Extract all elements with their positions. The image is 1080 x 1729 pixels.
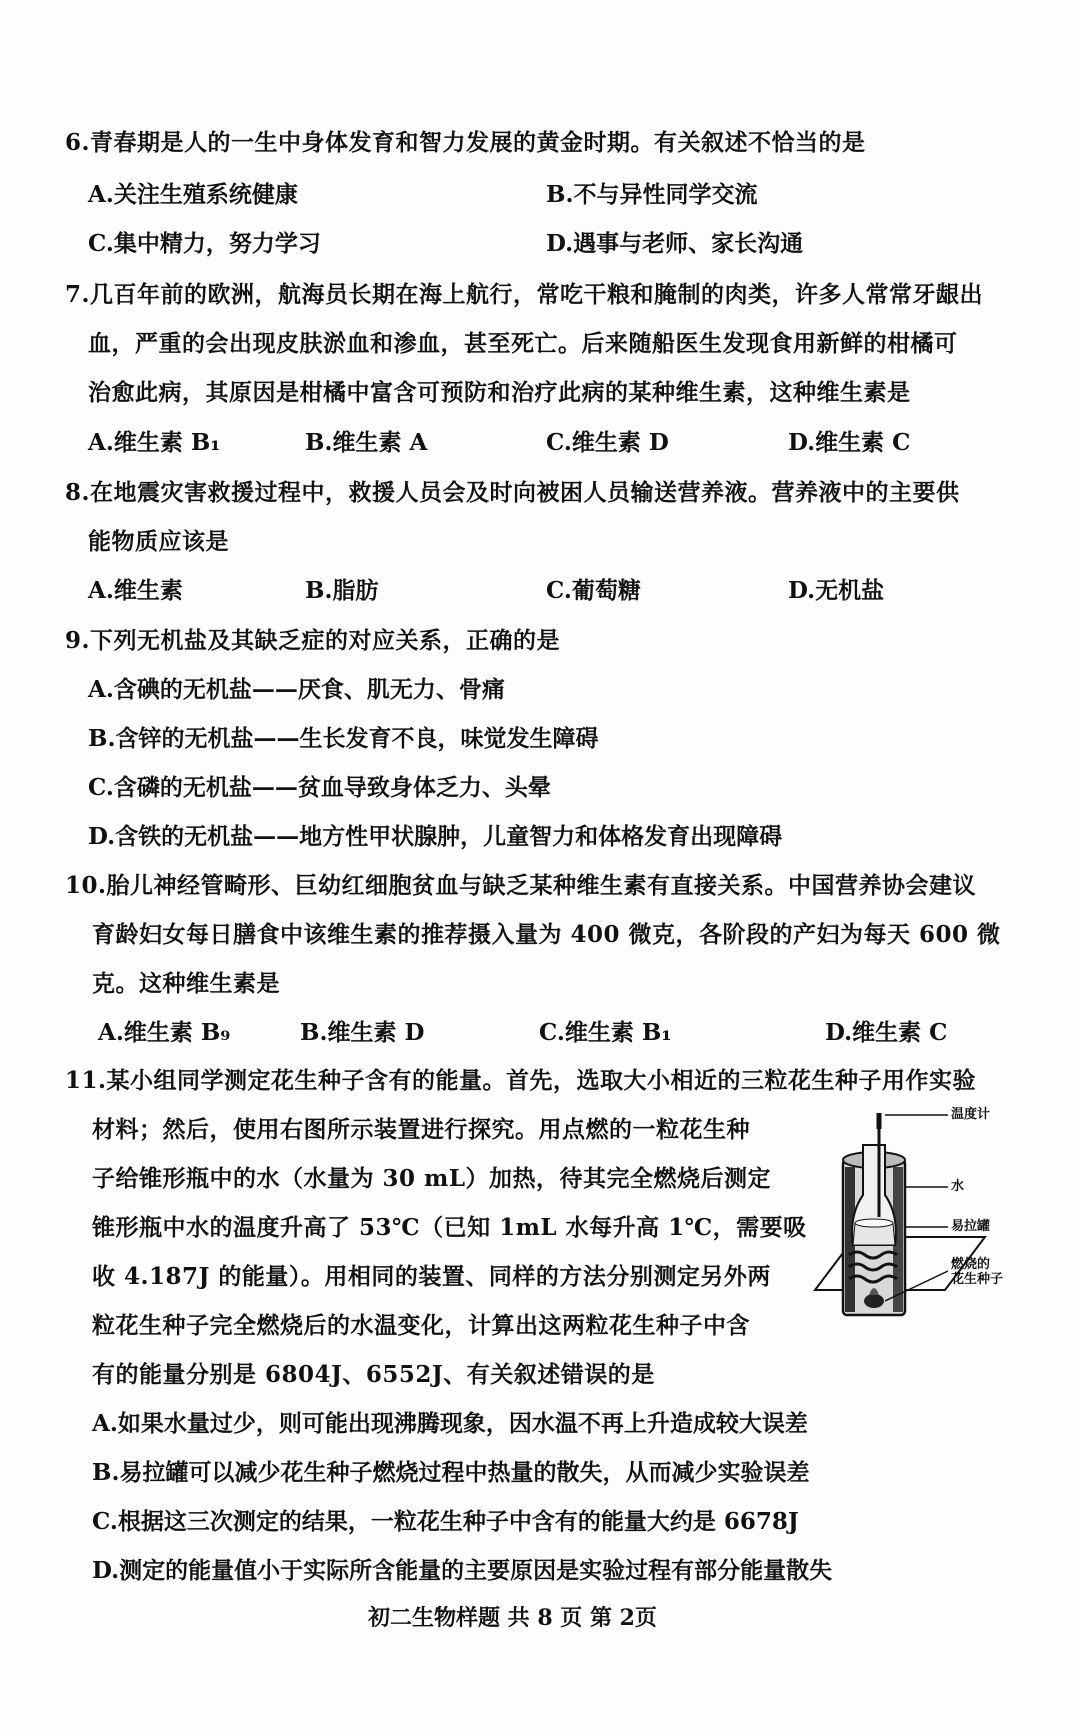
q11-option-c: C.根据这三次测定的结果，一粒花生种子中含有的能量大约是 6678J — [92, 1508, 799, 1535]
q6-option-a: A.关注生殖系统健康 — [88, 181, 298, 208]
q6-stem: 6.青春期是人的一生中身体发育和智力发展的黄金时期。有关叙述不恰当的是 — [65, 129, 866, 156]
q11-line-2: 材料；然后，使用右图所示装置进行探究。用点燃的一粒花生种 — [92, 1116, 750, 1143]
water-label: 水 — [951, 1179, 965, 1194]
apparatus-figure — [805, 1105, 1005, 1345]
q10-option-a: A.维生素 B₉ — [98, 1019, 231, 1046]
q8-option-a: A.维生素 — [88, 577, 183, 604]
q9-option-c: C.含磷的无机盐——贫血导致身体乏力、头晕 — [88, 774, 551, 801]
q11-line-3: 子给锥形瓶中的水（水量为 30 mL）加热，待其完全燃烧后测定 — [92, 1165, 772, 1192]
q10-option-d: D.维生素 C — [825, 1019, 948, 1046]
q8-line-2: 能物质应该是 — [88, 528, 229, 555]
q7-line-2: 血，严重的会出现皮肤淤血和渗血，甚至死亡。后来随船医生发现食用新鲜的柑橘可 — [88, 330, 958, 357]
page-footer: 初二生物样题 共 8 页 第 2页 — [368, 1605, 657, 1631]
q7-line-3: 治愈此病，其原因是柑橘中富含可预防和治疗此病的某种维生素，这种维生素是 — [88, 379, 911, 406]
q11-line-7: 有的能量分别是 6804J、6552J、有关叙述错误的是 — [92, 1361, 655, 1388]
q6-option-b: B.不与异性同学交流 — [546, 181, 758, 208]
q8-line-1: 8.在地震灾害救援过程中，救援人员会及时向被困人员输送营养液。营养液中的主要供 — [65, 479, 960, 506]
burning-label: 燃烧的 — [951, 1257, 991, 1272]
q10-line-3: 克。这种维生素是 — [92, 970, 280, 997]
q9-stem: 9.下列无机盐及其缺乏症的对应关系，正确的是 — [65, 627, 561, 654]
can-label: 易拉罐 — [951, 1219, 991, 1234]
q9-option-b: B.含锌的无机盐——生长发育不良，味觉发生障碍 — [88, 725, 599, 752]
q11-line-5: 收 4.187J 的能量）。用相同的装置、同样的方法分别测定另外两 — [92, 1263, 771, 1290]
q10-option-c: C.维生素 B₁ — [539, 1019, 672, 1046]
thermometer-label: 温度计 — [951, 1107, 991, 1122]
q10-line-1: 10.胎儿神经管畸形、巨幼红细胞贫血与缺乏某种维生素有直接关系。中国营养协会建议 — [65, 872, 977, 899]
q7-option-b: B.维生素 A — [305, 429, 428, 456]
q10-line-2: 育龄妇女每日膳食中该维生素的推荐摄入量为 400 微克，各阶段的产妇为每天 600 微 — [92, 921, 1001, 948]
q9-option-a: A.含碘的无机盐——厌食、肌无力、骨痛 — [88, 676, 505, 703]
q11-option-d: D.测定的能量值小于实际所含能量的主要原因是实验过程有部分能量散失 — [92, 1557, 833, 1584]
q11-line-4: 锥形瓶中水的温度升高了 53℃（已知 1mL 水每升高 1℃，需要吸 — [92, 1214, 807, 1241]
q6-option-d: D.遇事与老师、家长沟通 — [546, 230, 804, 257]
q8-option-b: B.脂肪 — [305, 577, 379, 604]
peanut-seed-label: 花生种子 — [951, 1272, 1004, 1287]
q11-option-b: B.易拉罐可以减少花生种子燃烧过程中热量的散失，从而减少实验误差 — [92, 1459, 810, 1486]
q8-option-c: C.葡萄糖 — [546, 577, 641, 604]
q7-option-d: D.维生素 C — [788, 429, 911, 456]
q11-option-a: A.如果水量过少，则可能出现沸腾现象，因水温不再上升造成较大误差 — [92, 1410, 808, 1437]
q7-line-1: 7.几百年前的欧洲，航海员长期在海上航行，常吃干粮和腌制的肉类，许多人常常牙龈出 — [65, 281, 984, 308]
q6-option-c: C.集中精力，努力学习 — [88, 230, 321, 257]
q10-option-b: B.维生素 D — [300, 1019, 425, 1046]
q9-option-d: D.含铁的无机盐——地方性甲状腺肿，儿童智力和体格发育出现障碍 — [88, 823, 783, 850]
q11-line-6: 粒花生种子完全燃烧后的水温变化，计算出这两粒花生种子中含 — [92, 1312, 750, 1339]
q7-option-a: A.维生素 B₁ — [88, 429, 221, 456]
q7-option-c: C.维生素 D — [546, 429, 669, 456]
q11-line-1: 11.某小组同学测定花生种子含有的能量。首先，选取大小相近的三粒花生种子用作实验 — [65, 1067, 977, 1094]
q8-option-d: D.无机盐 — [788, 577, 885, 604]
